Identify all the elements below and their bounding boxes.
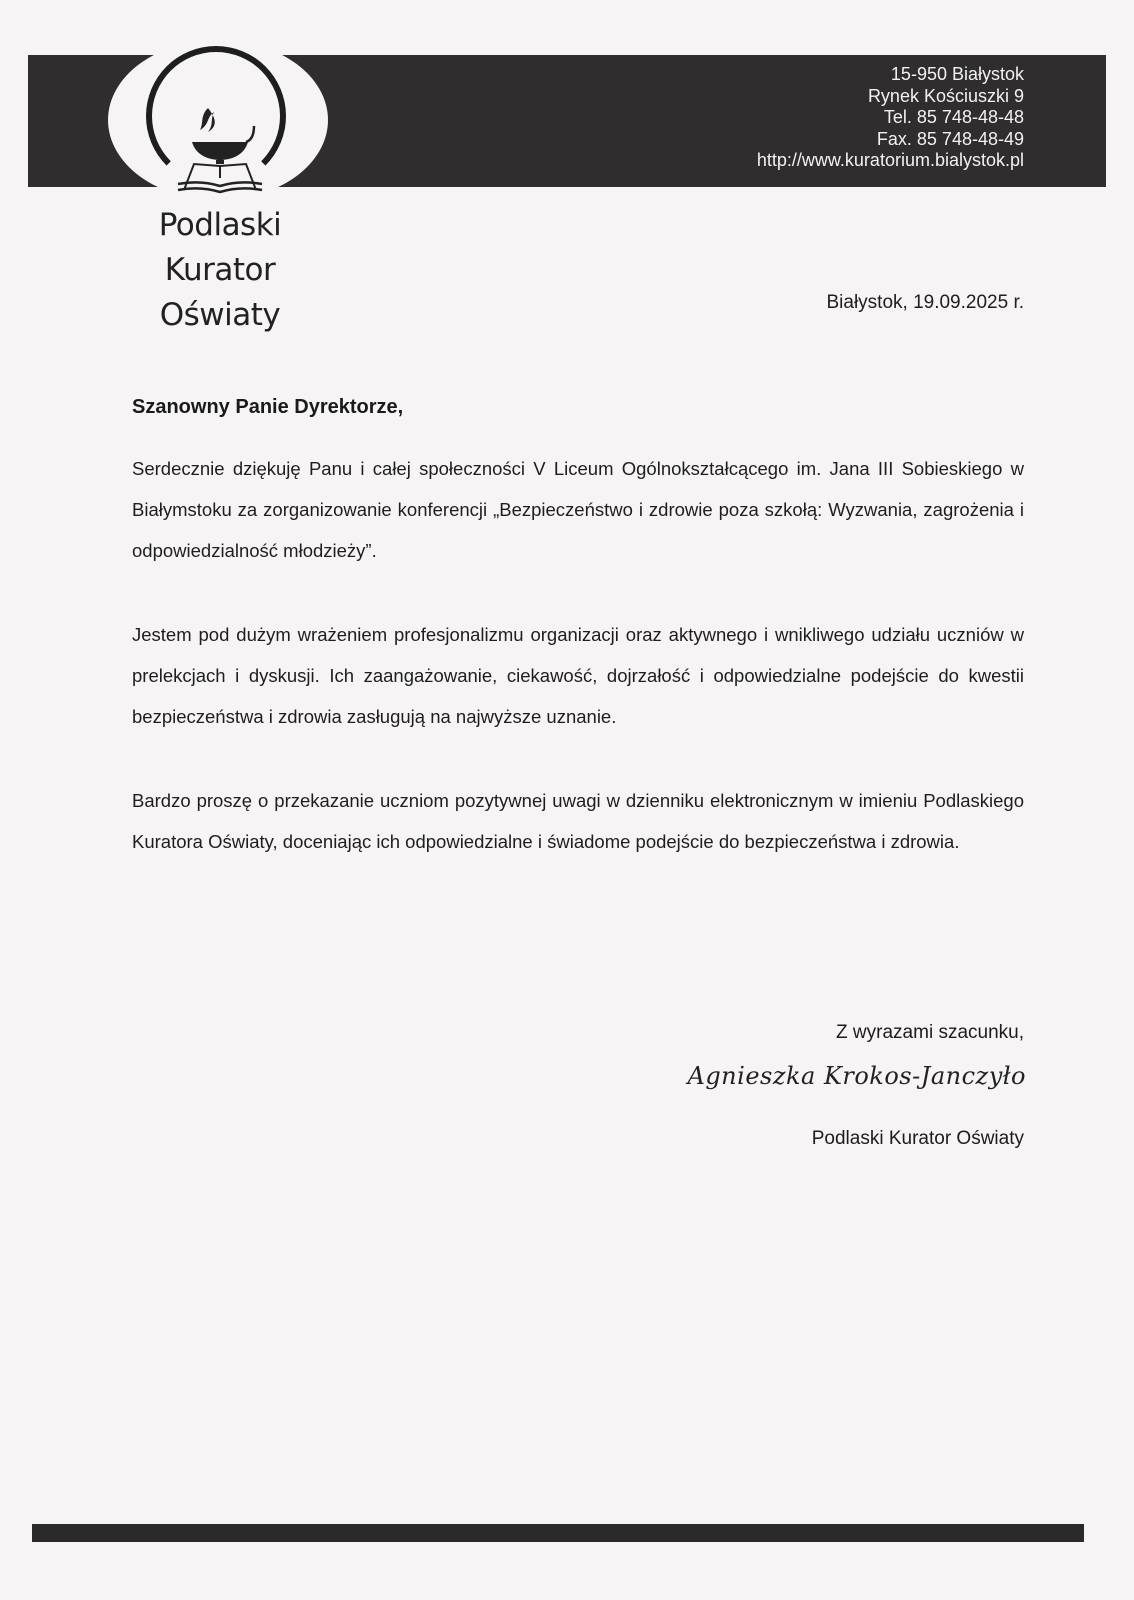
contact-block (757, 64, 1024, 172)
phone-number: Tel. 85 748-48-48 (883, 107, 1024, 127)
website-link[interactable]: http://www.kuratorium.bialystok.pl (756, 150, 1024, 170)
postal-address: 15-950 Białystok (890, 64, 1024, 84)
signer-title: Podlaski Kurator Oświaty (811, 1128, 1024, 1149)
handwritten-signature: Agnieszka Krokos-Janczyło (687, 1062, 1026, 1090)
salutation: Szanowny Panie Dyrektorze, (132, 396, 404, 418)
logo-text-line1: Podlaski Kurator (158, 207, 282, 288)
street-address: Rynek Kościuszki 9 (867, 85, 1024, 106)
logo-text-line2: Oświaty (159, 297, 281, 333)
footer-band (32, 1524, 1084, 1542)
organization-logo-text (100, 203, 340, 338)
body-paragraph-2: Jestem pod dużym wrażeniem profesjonalizmu organizacji oraz aktywnego i wnikliwego udziału uczniów w prelekcjach i dyskusji. Ich zaangażowanie, ciekawość, dojrzałość i odpowiedzialne podejście do kwestii bezpieczeństwa i zdrowia zasługują na najwyższe uznanie. (132, 624, 1024, 727)
body-paragraph-3: Bardzo proszę o przekazanie uczniom pozytywnej uwagi w dzienniku elektronicznym w imieniu Podlaskiego Kuratora Oświaty, doceniając ich odpowiedzialne i świadome podejście do bezpieczeństwa i zdrowia. (132, 790, 1024, 852)
fax-number: Fax. 85 748-48-49 (876, 128, 1024, 149)
closing-phrase: Z wyrazami szacunku, (836, 1022, 1024, 1043)
letter-date: Białystok, 19.09.2025 r. (826, 292, 1024, 313)
lamp-and-book-icon (170, 100, 270, 195)
body-paragraph-1: Serdecznie dziękuję Panu i całej społeczności V Liceum Ogólnokształcącego im. Jana III Sobieskiego w Białymstoku za zorganizowanie konferencji „Bezpieczeństwo i zdrowie poza szkołą: Wyzwania, zagrożenia i odpowiedzialność młodzieży”. (132, 458, 1024, 561)
